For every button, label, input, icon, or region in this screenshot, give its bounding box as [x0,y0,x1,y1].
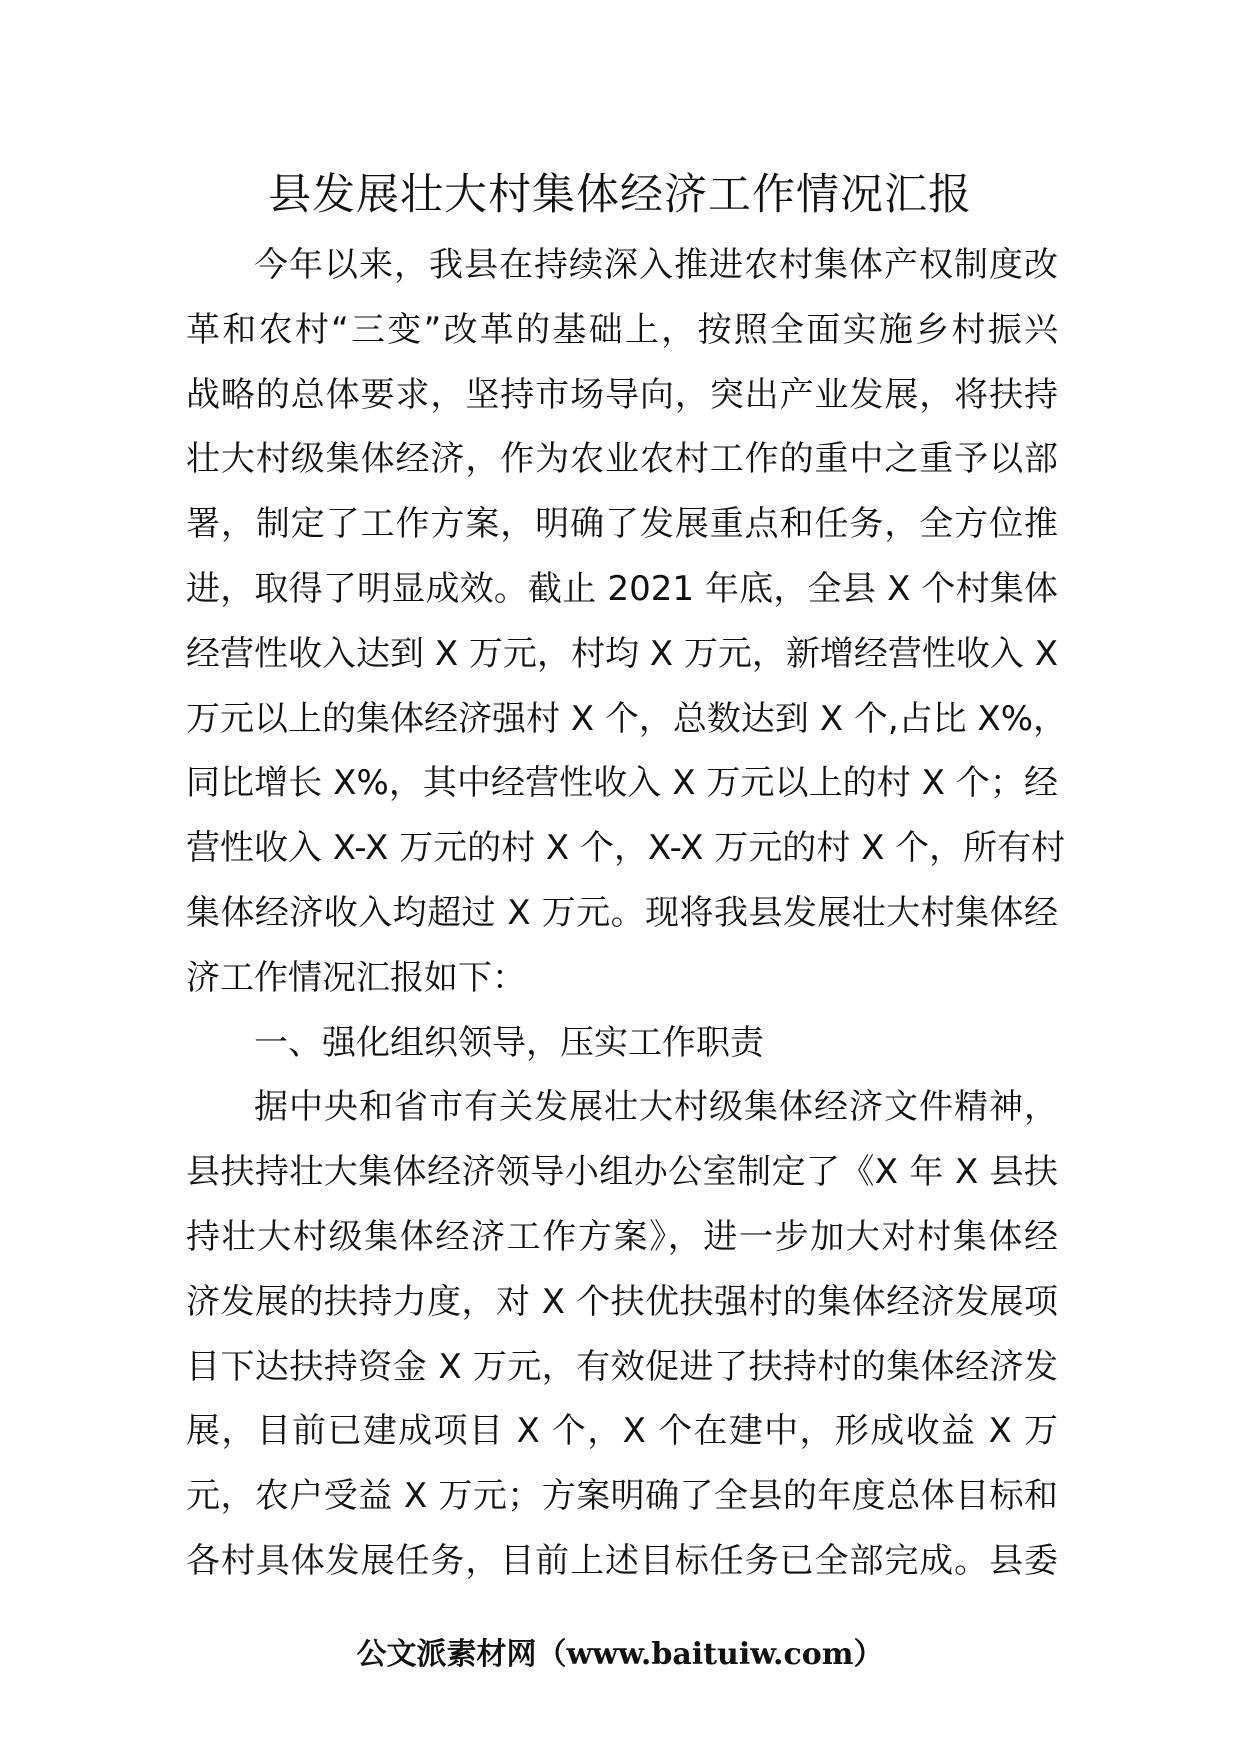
paragraph-line: 据中央和省市有关发展壮大村级集体经济文件精神， [254,1087,1058,1128]
paragraph-line: 济发展的扶持力度，对 X 个扶优扶强村的集体经济发展项 [186,1281,1058,1322]
paragraph-line: 经营性收入达到 X 万元，村均 X 万元，新增经营性收入 X [186,633,1058,674]
paragraph-line: 革和农村“三变”改革的基础上，按照全面实施乡村振兴 [186,309,1058,350]
paragraph-line: 今年以来，我县在持续深入推进农村集体产权制度改 [254,245,1058,285]
paragraph-1 [186,233,1068,1011]
paragraph-line: 同比增长 X%，其中经营性收入 X 万元以上的村 X 个；经 [186,763,1058,804]
paragraph-line: 展，目前已建成项目 X 个，X 个在建中，形成收益 X 万 [186,1411,1058,1452]
paragraph-line: 进，取得了明显成效。截止 2021 年底，全县 X 个村集体 [186,568,1058,609]
paragraph-line: 营性收入 X-X 万元的村 X 个，X-X 万元的村 X 个，所有村 [186,828,1066,869]
footer-watermark: 公文派素材网（www.baituiw.com） [356,1637,884,1672]
paragraph-line: 战略的总体要求，坚持市场导向，突出产业发展，将扶持 [186,374,1058,415]
paragraph-line: 持壮大村级集体经济工作方案》，进一步加大对村集体经 [186,1216,1058,1257]
document-body [186,233,1068,1594]
paragraph-line: 目下达扶持资金 X 万元，有效促进了扶持村的集体经济发 [186,1346,1058,1387]
paragraph-line: 各村具体发展任务，目前上述目标任务已全部完成。县委 [186,1540,1058,1581]
paragraph-line: 集体经济收入均超过 X 万元。现将我县发展壮大村集体经 [186,892,1058,933]
paragraph-line: 壮大村级集体经济，作为农业农村工作的重中之重予以部 [186,439,1058,480]
paragraph-line: 元，农户受益 X 万元；方案明确了全县的年度总体目标和 [186,1476,1058,1517]
paragraph-2 [186,1075,1058,1593]
section-heading: 一、强化组织领导，压实工作职责 [254,1022,764,1063]
paragraph-line: 济工作情况汇报如下： [186,957,526,998]
paragraph-line: 万元以上的集体经济强村 X 个，总数达到 X 个,占比 X%， [186,698,1068,739]
document-title: 县发展壮大村集体经济工作情况汇报 [268,170,972,220]
paragraph-line: 县扶持壮大集体经济领导小组办公室制定了《X 年 X 县扶 [186,1152,1058,1193]
paragraph-line: 署，制定了工作方案，明确了发展重点和任务，全方位推 [186,504,1058,545]
